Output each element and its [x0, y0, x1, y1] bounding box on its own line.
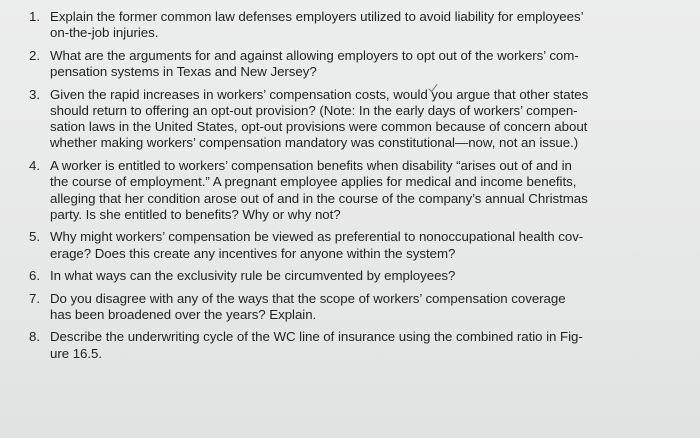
question-number: 1. [29, 9, 40, 24]
question-text [50, 329, 660, 362]
question-text [50, 48, 660, 81]
question-text [50, 87, 660, 152]
question-number: 4. [29, 157, 40, 173]
question-text [50, 9, 660, 42]
question-line: party. Is she entitled to benefits? Why or why not? [50, 206, 341, 222]
question-line: whether making workers’ compensation mandatory was constitutional—now, not an issue.) [50, 135, 579, 151]
question-line: Given the rapid increases in workers’ compensation costs, would you argue that other states [50, 86, 589, 102]
question-4 [29, 158, 660, 223]
question-text [50, 291, 660, 324]
question-line: sation laws in the United States, opt-out provisions were common because of concern about [50, 119, 588, 135]
question-1 [29, 9, 660, 42]
question-number: 3. [29, 86, 40, 102]
question-2 [29, 48, 660, 81]
question-8 [29, 329, 660, 362]
pencil-check-icon [428, 83, 438, 93]
question-number: 6. [29, 268, 40, 284]
question-number: 7. [29, 290, 40, 306]
question-6 [29, 268, 660, 284]
question-line: A worker is entitled to workers’ compensation benefits when disability “arises out of and in [50, 157, 572, 173]
question-number: 2. [29, 47, 40, 63]
question-line: erage? Does this create any incentives for anyone within the system? [50, 245, 456, 261]
question-line: has been broadened over the years? Explain. [50, 306, 317, 322]
question-text [50, 158, 660, 223]
question-line: the course of employment.” A pregnant employee applies for medical and income benefits, [50, 174, 577, 190]
question-line: on-the-job injuries. [50, 25, 159, 41]
question-3 [29, 87, 660, 152]
question-line: ure 16.5. [50, 345, 103, 361]
question-list [29, 9, 660, 362]
question-line: What are the arguments for and against allowing employers to opt out of the workers’ com- [50, 47, 579, 63]
question-line: Describe the underwriting cycle of the WC line of insurance using the combined ratio in Fig- [50, 329, 583, 345]
question-line: Explain the former common law defenses employers utilized to avoid liability for employees’ [50, 9, 584, 24]
question-7 [29, 291, 660, 324]
question-5 [29, 229, 660, 262]
question-line: alleging that her condition arose out of and in the course of the company’s annual Christmas [50, 190, 588, 206]
question-text [50, 229, 660, 262]
question-line: Do you disagree with any of the ways that the scope of workers’ compensation coverage [50, 290, 566, 306]
question-line: Why might workers’ compensation be viewed as preferential to nonoccupational health cov- [50, 229, 584, 245]
question-number: 8. [29, 329, 40, 345]
question-text [50, 268, 660, 284]
question-number: 5. [29, 229, 40, 245]
question-line: pensation systems in Texas and New Jersey? [50, 64, 317, 80]
question-line: In what ways can the exclusivity rule be circumvented by employees? [50, 268, 456, 284]
question-line: should return to offering an opt-out provision? (Note: In the early days of workers’ compen- [50, 102, 578, 118]
